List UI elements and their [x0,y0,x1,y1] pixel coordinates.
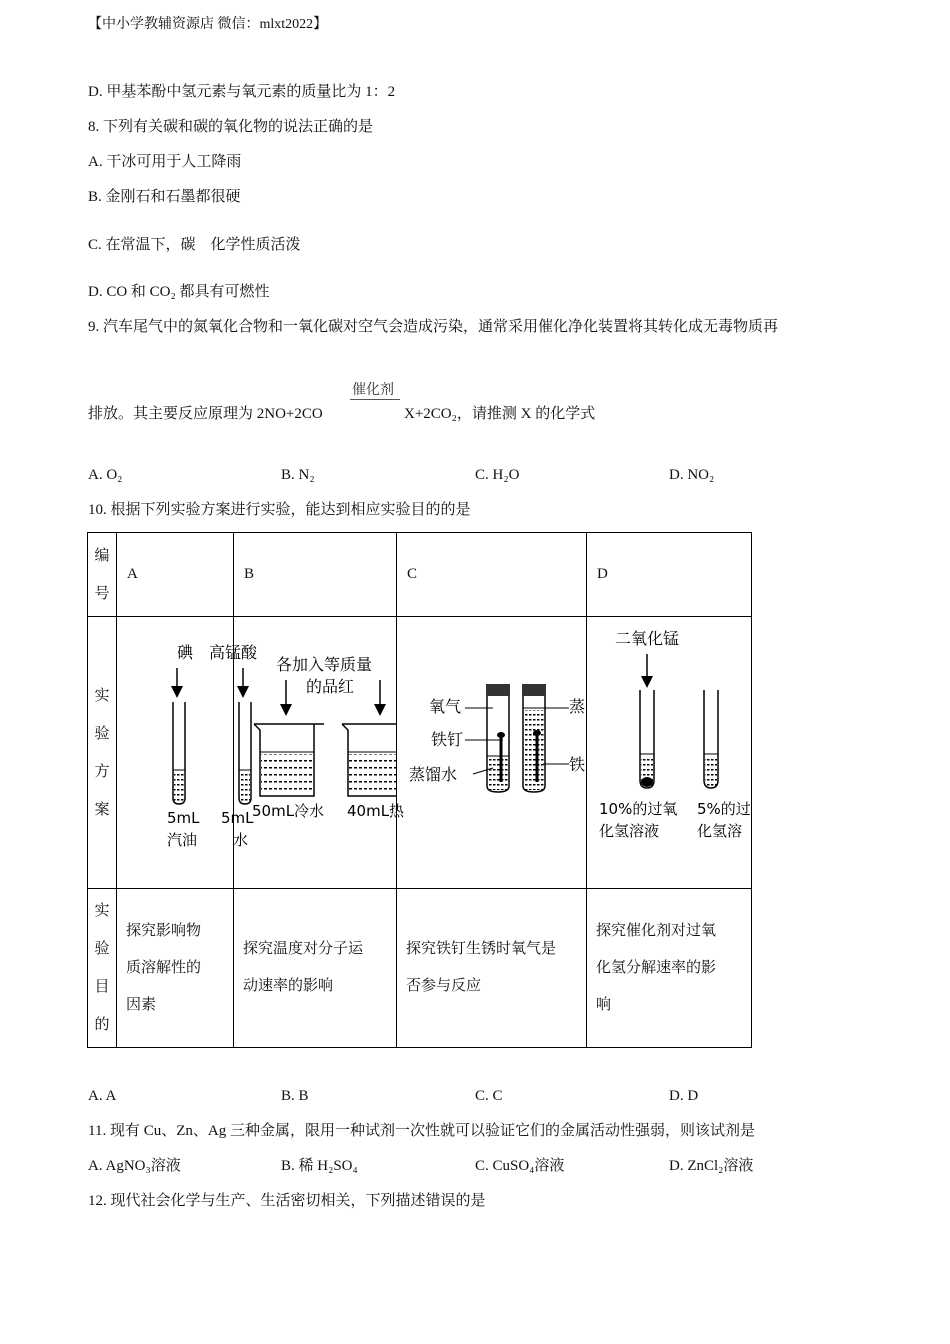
figure-b-temperature [234,617,405,889]
purpose-d: 探究催化剂对过氧 化氢分解速率的影 响 [587,889,752,1048]
fig-a-label-kmno4: 高锰酸 [209,642,258,662]
figure-c-rusting [397,617,587,889]
fig-b-label-line1: 各加入等质量 [276,654,373,674]
q9-stem-line2-right: X+2CO₂，请推测 X 的化学式 [404,406,596,422]
header-watermark: 【中小学教辅资源店 微信：mlxt2022】 [88,17,328,32]
purpose-c: 探究铁钉生锈时氧气是 否参与反应 [397,889,587,1048]
q10-stem: 10. 根据下列实验方案进行实验，能达到相应实验目的的是 [88,502,471,518]
fig-c-label-nail: 铁钉 [431,729,464,749]
fig-c-label-right-nail: 铁 [569,754,586,774]
table-row-plan [88,617,752,889]
q11-option-c: C. CuSO₄溶液 [475,1158,565,1174]
q8-stem: 8. 下列有关碳和碳的氧化物的说法正确的是 [88,119,374,135]
q10-experiment-table [87,532,752,1048]
fig-a-volume-right: 5mL [221,808,254,827]
q10-option-b: B. B [281,1088,309,1104]
fig-d-label-5pct-1: 5%的过 [697,799,751,818]
q9-stem-line2-left: 排放。其主要反应原理为 2NO+2CO [88,406,323,422]
q9-stem-line1: 9. 汽车尾气中的氮氧化合物和一氧化碳对空气会造成污染，通常采用催化净化装置将其转化成无毒物质再 [88,319,779,335]
fig-a-volume-left: 5mL [167,808,200,827]
q7-option-d: D. 甲基苯酚中氢元素与氧元素的质量比为 1：2 [88,84,396,100]
row-label-number: 编 号 [88,533,117,617]
q10-option-d: D. D [669,1088,699,1104]
fig-b-label-line2: 的品红 [306,676,355,696]
column-header-c: C [397,533,587,617]
fig-d-label-10pct-2: 化氢溶液 [599,821,660,840]
q12-stem: 12. 现代社会化学与生产、生活密切相关，下列描述错误的是 [88,1193,486,1209]
q11-option-d: D. ZnCl₂溶液 [669,1158,754,1174]
figure-a-solubility [117,617,258,889]
q9-reaction-arrow [350,399,400,400]
fig-c-stopper-left [486,684,510,696]
column-header-b: B [234,533,397,617]
q11-option-b: B. 稀 H₂SO₄ [281,1158,358,1174]
row-label-purpose: 实 验 目 的 [88,889,117,1048]
q9-option-a: A. O₂ [88,467,123,483]
q8-option-a: A. 干冰可用于人工降雨 [88,154,242,170]
column-header-d: D [587,533,752,617]
table-row-number [88,533,752,617]
fig-c-label-water: 蒸馏水 [409,764,458,784]
q9-option-c: C. H₂O [475,467,520,483]
q8-option-c: C. 在常温下，碳 化学性质活泼 [88,237,301,253]
fig-b-cold-water: 50mL冷水 [252,801,325,820]
fig-d-label-5pct-2: 化氢溶 [697,821,743,840]
fig-b-hot-water: 40mL热 [347,801,405,820]
fig-a-label-iodine: 碘 [177,642,194,662]
fig-d-label-mno2: 二氧化锰 [615,628,680,648]
figure-d-catalyst [587,617,752,889]
purpose-b: 探究温度对分子运 动速率的影响 [234,889,397,1048]
q9-option-d: D. NO₂ [669,467,715,483]
table-row-purpose [88,889,752,1048]
row-label-plan: 实 验 方 案 [88,617,117,889]
fig-d-label-10pct-1: 10%的过氧 [599,799,678,818]
q10-option-c: C. C [475,1088,503,1104]
fig-a-liquid-right: 水 [233,830,249,849]
q10-option-a: A. A [88,1088,117,1104]
q11-option-a: A. AgNO₃溶液 [88,1158,181,1174]
column-header-a: A [117,533,234,617]
purpose-a: 探究影响物 质溶解性的 因素 [117,889,234,1048]
q8-option-d: D. CO 和 CO₂ 都具有可燃性 [88,284,270,300]
fig-a-liquid-left: 汽油 [167,830,198,849]
q11-stem: 11. 现有 Cu、Zn、Ag 三种金属，限用一种试剂一次性就可以验证它们的金属活动性强弱，则该试剂是 [88,1123,755,1139]
q8-option-b: B. 金刚石和石墨都很硬 [88,189,241,205]
fig-c-label-oxygen: 氧气 [429,696,462,716]
q9-catalyst-label: 催化剂 [352,383,394,398]
fig-c-stopper-right [522,684,546,696]
fig-c-label-right-water: 蒸 [569,696,586,716]
q9-option-b: B. N₂ [281,467,315,483]
